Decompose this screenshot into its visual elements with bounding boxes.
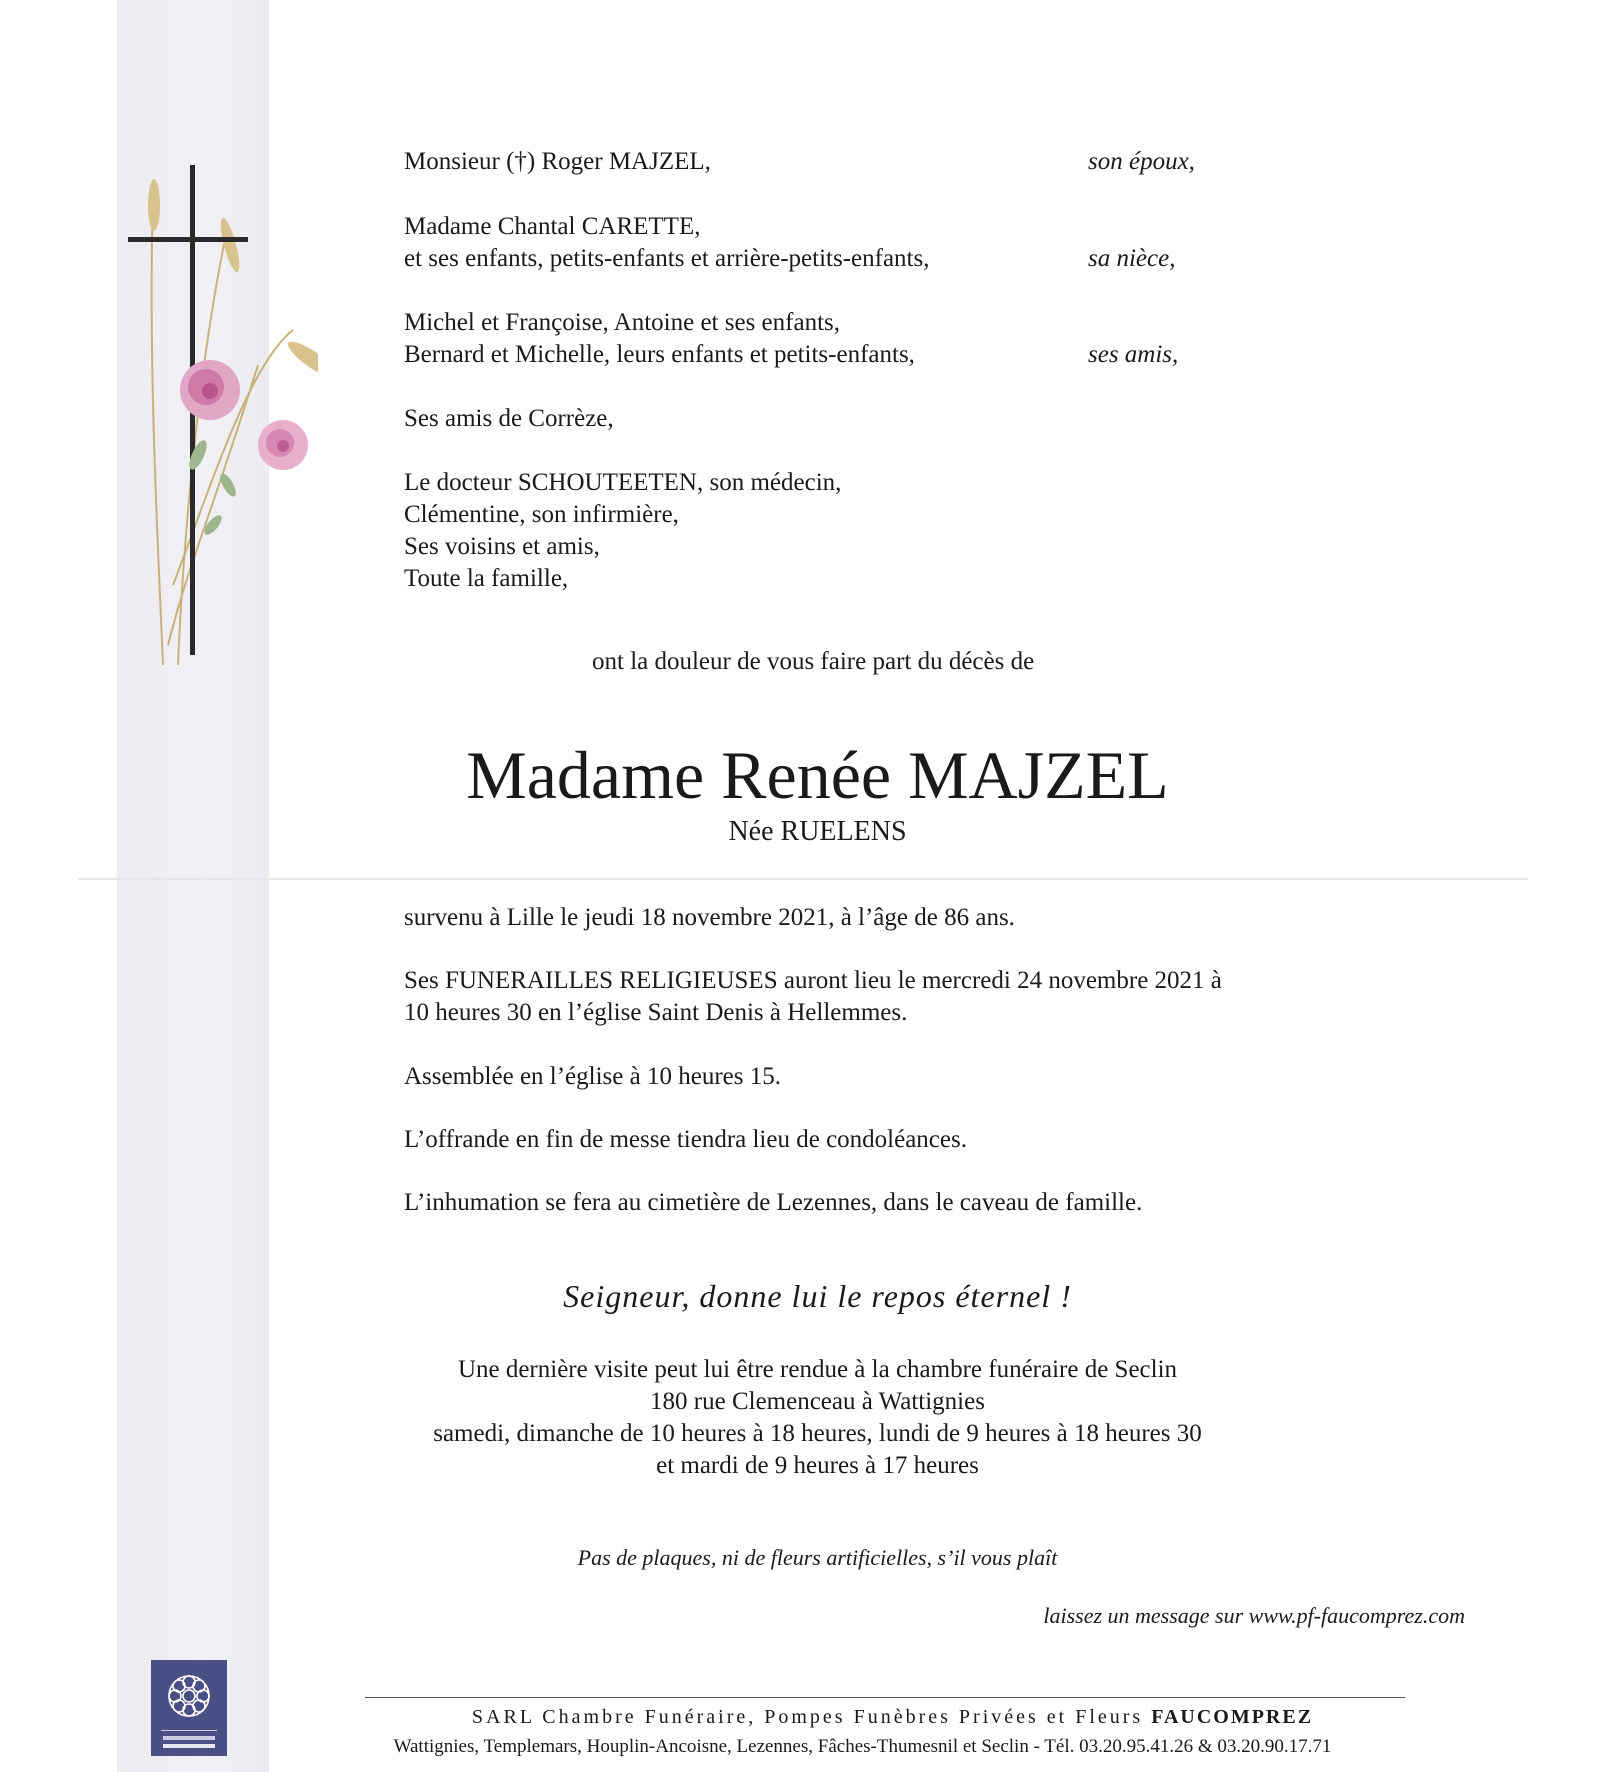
website-message: laissez un message sur www.pf-faucomprez.com xyxy=(1043,1603,1465,1628)
mourner-line: Ses voisins et amis, xyxy=(404,533,600,560)
footer-company xyxy=(0,1706,1600,1729)
death-details: survenu à Lille le jeudi 18 novembre 2021, à l’âge de 86 ans. xyxy=(404,904,1015,931)
mourner-line: Toute la famille, xyxy=(404,565,569,592)
funeral-details: 10 heures 30 en l’église Saint Denis à Hellemmes. xyxy=(404,999,908,1026)
footer-divider xyxy=(365,1697,1405,1698)
funeral-details: Ses FUNERAILLES RELIGIEUSES auront lieu le mercredi 24 novembre 2021 à xyxy=(404,967,1222,994)
burial-details: L’inhumation se fera au cimetière de Lezennes, dans le caveau de famille. xyxy=(404,1189,1143,1216)
maiden-name: Née RUELENS xyxy=(728,816,907,847)
visit-line: Une dernière visite peut lui être rendue à la chambre funéraire de Seclin xyxy=(457,1356,1178,1383)
relation-label: sa nièce, xyxy=(1088,245,1176,272)
mourner-line: Monsieur (†) Roger MAJZEL, xyxy=(404,148,711,175)
assembly-details: Assemblée en l’église à 10 heures 15. xyxy=(404,1063,781,1090)
mourner-line: et ses enfants, petits-enfants et arrière-petits-enfants, xyxy=(404,245,930,272)
fold-line xyxy=(78,878,1528,880)
flowers-note: Pas de plaques, ni de fleurs artificielles, s’il vous plaît xyxy=(577,1545,1058,1570)
visit-line: et mardi de 9 heures à 17 heures xyxy=(656,1452,979,1479)
footer-company-prefix: SARL Chambre Funéraire, Pompes Funèbres Privées et Fleurs xyxy=(471,1706,1152,1728)
mourner-line: Ses amis de Corrèze, xyxy=(404,405,614,432)
deceased-name: Madame Renée MAJZEL xyxy=(466,737,1169,813)
mourner-line: Bernard et Michelle, leurs enfants et petits-enfants, xyxy=(404,341,915,368)
visit-line: samedi, dimanche de 10 heures à 18 heures, lundi de 9 heures à 18 heures 30 xyxy=(433,1420,1202,1447)
relation-label: ses amis, xyxy=(1088,341,1179,368)
visit-line: 180 rue Clemenceau à Wattignies xyxy=(650,1388,985,1415)
mourner-line: Clémentine, son infirmière, xyxy=(404,501,679,528)
mourner-line: Michel et Françoise, Antoine et ses enfants, xyxy=(404,309,840,336)
cross-with-flowers-icon xyxy=(118,165,318,675)
prayer-text: Seigneur, donne lui le repos éternel ! xyxy=(563,1278,1072,1314)
offering-details: L’offrande en fin de messe tiendra lieu de condoléances. xyxy=(404,1126,967,1153)
mourner-line: Le docteur SCHOUTEETEN, son médecin, xyxy=(404,469,842,496)
footer-company-name: FAUCOMPREZ xyxy=(1151,1706,1314,1728)
announcement-text: ont la douleur de vous faire part du décès de xyxy=(592,648,1035,675)
mourner-line: Madame Chantal CARETTE, xyxy=(404,213,701,240)
footer-locations: Wattignies, Templemars, Houplin-Ancoisne, Lezennes, Fâches-Thumesnil et Seclin - Tél. 03.20.95.41.26 & 03.20.90.17.71 xyxy=(393,1736,1332,1757)
relation-label: son époux, xyxy=(1088,148,1195,175)
